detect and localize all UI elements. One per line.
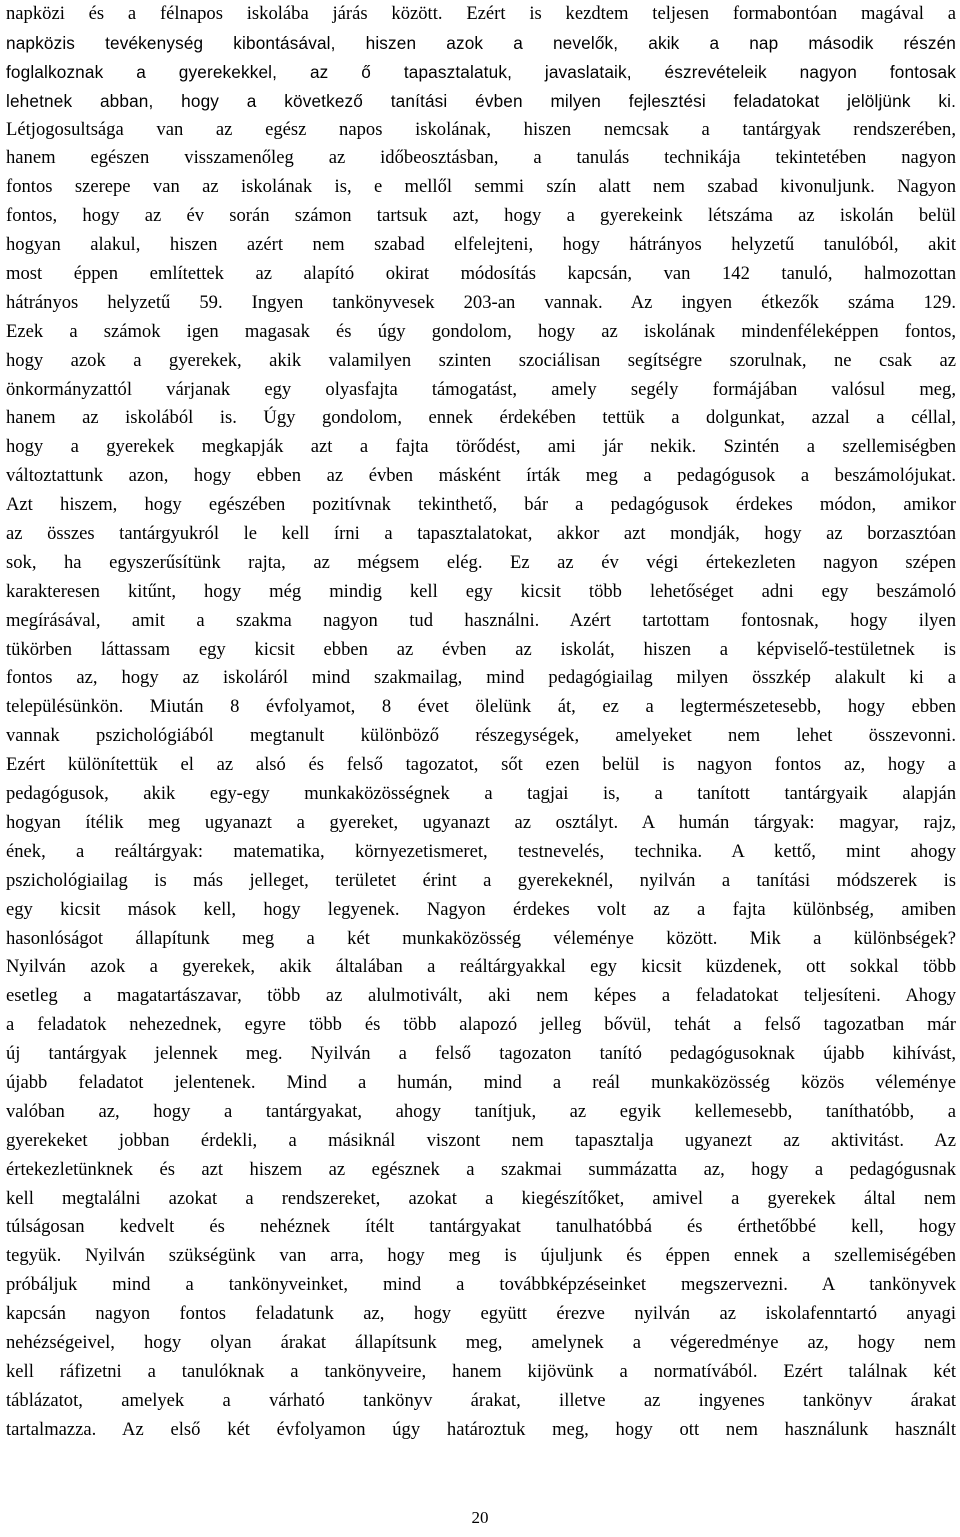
text-line: fontos az, hogy az iskoláról mind szakmailag, mind pedagógiailag milyen összkép alakult ki a bbox=[6, 667, 956, 689]
text-line: egy kicsit mások kell, hogy legyenek. Nagyon érdekes volt az a fajta különbség, amiben bbox=[6, 898, 956, 920]
text-line: Létjogosultsága van az egész napos iskolának, hiszen nemcsak a tantárgyak rendszerében, bbox=[6, 118, 956, 140]
text-line: ének, a reáltárgyak: matematika, környezetismeret, testnevelés, technika. A kettő, mint ahogy bbox=[6, 840, 956, 862]
text-line: változtattunk azon, hogy ebben az évben másként írták meg a pedagógusok a beszámolójukat. bbox=[6, 465, 956, 487]
text-line: önkormányzattól várjanak egy olyasfajta támogatást, amely segély formájában valósul meg, bbox=[6, 378, 956, 400]
text-line: újabb feladatot jelentenek. Mind a humán, mind a reál munkaközösség közös véleménye bbox=[6, 1071, 956, 1093]
text-line: kell megtalálni azokat a rendszereket, azokat a kiegészítőket, amivel a gyerekek által nem bbox=[6, 1187, 956, 1209]
text-line: Azt hiszem, hogy egészében pozitívnak tekinthető, bár a pedagógusok érdekes módon, amikor bbox=[6, 494, 956, 516]
text-line: foglalkoznak a gyerekekkel, az ő tapasztalatuk, javaslataik, észrevételeik nagyon fontosak bbox=[6, 61, 956, 82]
text-line: nehézségeivel, hogy olyan árakat állapítsunk meg, amelynek a végeredménye az, hogy nem bbox=[6, 1331, 956, 1353]
text-line: megírásával, amit a szakma nagyon tud használni. Azért tartottam fontosnak, hogy ilyen bbox=[6, 609, 956, 631]
text-line: új tantárgyak jelennek meg. Nyilván a felső tagozaton tanító pedagógusoknak újabb kihívást, bbox=[6, 1043, 956, 1065]
text-line: Ezek a számok igen magasak és úgy gondolom, hogy az iskolának mindenféleképpen fontos, bbox=[6, 320, 956, 342]
text-line: tükörben láttassam egy kicsit ebben az évben az iskolát, hiszen a képviselő-testületnek is bbox=[6, 638, 956, 660]
text-line: esetleg a magatartászavar, több az alulmotivált, aki nem képes a feladatokat teljesíteni. Ahogy bbox=[6, 985, 956, 1007]
text-line: hogy azok a gyerekek, akik valamilyen szinten szociálisan segítségre szorulnak, ne csak az bbox=[6, 349, 956, 371]
text-line: gyerekeket jobban érdekli, a másiknál viszont nem tapasztalja ugyanezt az aktivitást. Az bbox=[6, 1129, 956, 1151]
text-line: hasonlóságot állapítunk meg a két munkaközösség véleménye között. Mik a különbségek? bbox=[6, 927, 956, 949]
text-line: most éppen említettek az alapító okirat módosítás kapcsán, van 142 tanuló, halmozottan bbox=[6, 263, 956, 285]
text-line: lehetnek abban, hogy a következő tanítási évben milyen fejlesztési feladatokat jelöljünk ki. bbox=[6, 90, 956, 111]
text-line: hogyan ítélik meg ugyanazt a gyereket, ugyanazt az osztályt. A humán tárgyak: magyar, rajz, bbox=[6, 811, 956, 833]
text-line: napközis tevékenység kibontásával, hiszen azok a nevelők, akik a nap második részén bbox=[6, 32, 956, 53]
text-line: kapcsán nagyon fontos feladatunk az, hogy együtt érezve nyilván az iskolafenntartó anyagi bbox=[6, 1303, 956, 1325]
text-line: az összes tantárgyukról le kell írni a tapasztalatokat, akkor azt mondják, hogy az borzasztóan bbox=[6, 523, 956, 545]
text-line: hogy a gyerekek megkapják azt a fajta törődést, ami jár nekik. Szintén a szellemiségben bbox=[6, 436, 956, 458]
text-line: vannak pszichológiából megtanult különböző részegységek, amelyeket nem lehet összevonni. bbox=[6, 725, 956, 747]
text-line: próbáljuk mind a tankönyveinket, mind a továbbképzéseinket megszervezni. A tankönyvek bbox=[6, 1274, 956, 1296]
text-line: napközi és a félnapos iskolába járás között. Ezért is kezdtem teljesen formabontóan magával a bbox=[6, 3, 956, 24]
text-line: hanem az iskolából is. Úgy gondolom, ennek érdekében tettük a dolgunkat, azzal a céllal, bbox=[6, 407, 956, 429]
text-line: táblázatot, amelyek a várható tankönyv árakat, illetve az ingyenes tankönyv árakat bbox=[6, 1389, 956, 1411]
text-line: pszichológiailag is más jelleget, területet érint a gyerekeknél, nyilván a tanítási módszerek is bbox=[6, 869, 956, 891]
text-line: a feladatok nehezednek, egyre több és több alapozó jelleg bővül, tehát a felső tagozatban már bbox=[6, 1014, 956, 1036]
text-line: értekezletünknek és azt hiszem az egésznek a szakmai summázatta az, hogy a pedagógusnak bbox=[6, 1158, 956, 1180]
text-line: fontos, hogy az év során számon tartsuk azt, hogy a gyerekeink létszáma az iskolán belül bbox=[6, 205, 956, 227]
text-line: pedagógusok, akik egy-egy munkaközösségnek a tagjai is, a tanított tantárgyaik alapján bbox=[6, 783, 956, 805]
text-line: hogyan alakul, hiszen azért nem szabad elfelejteni, hogy hátrányos helyzetű tanulóból, akit bbox=[6, 234, 956, 256]
text-line: sok, ha egyszerűsítünk rajta, az mégsem elég. Ez az év végi értekezleten nagyon szépen bbox=[6, 551, 956, 573]
text-line: valóban az, hogy a tantárgyakat, ahogy tanítjuk, az egyik kellemesebb, taníthatóbb, a bbox=[6, 1100, 956, 1122]
text-line: hátrányos helyzetű 59. Ingyen tankönyvesek 203-an vannak. Az ingyen étkezők száma 129. bbox=[6, 291, 956, 313]
text-line: túlságosan kedvelt és nehéznek ítélt tantárgyakat tanulhatóbbá és érthetőbbé kell, hogy bbox=[6, 1216, 956, 1238]
text-line: tartalmazza. Az első két évfolyamon úgy határoztuk meg, hogy ott nem használunk használt bbox=[6, 1418, 956, 1440]
text-line: hanem egészen visszamenőleg az időbeosztásban, a tanulás technikája tekintetében nagyon bbox=[6, 147, 956, 169]
page-number: 20 bbox=[471, 1508, 489, 1527]
text-line: Ezért különítettük el az alsó és felső tagozatot, sőt ezen belül is nagyon fontos az, hogy a bbox=[6, 754, 956, 776]
text-line: településünkön. Miután 8 évfolyamot, 8 évet ölelünk át, ez a legtermészetesebb, hogy ebben bbox=[6, 696, 956, 718]
text-line: kell ráfizetni a tanulóknak a tankönyveire, hanem kijövünk a normatívából. Ezért találnak két bbox=[6, 1360, 956, 1382]
document-body bbox=[6, 0, 956, 1445]
text-line: karakteresen kitűnt, hogy még mindig kell egy kicsit több lehetőséget adni egy beszámoló bbox=[6, 580, 956, 602]
text-line: Nyilván azok a gyerekek, akik általában a reáltárgyakkal egy kicsit küzdenek, ott sokkal több bbox=[6, 956, 956, 978]
text-line: tegyük. Nyilván szükségünk van arra, hogy meg is újuljunk és éppen ennek a szellemiségében bbox=[6, 1245, 956, 1267]
text-line: fontos szerepe van az iskolának is, e mellől semmi szín alatt nem szabad kivonuljunk. Nagyon bbox=[6, 176, 956, 198]
